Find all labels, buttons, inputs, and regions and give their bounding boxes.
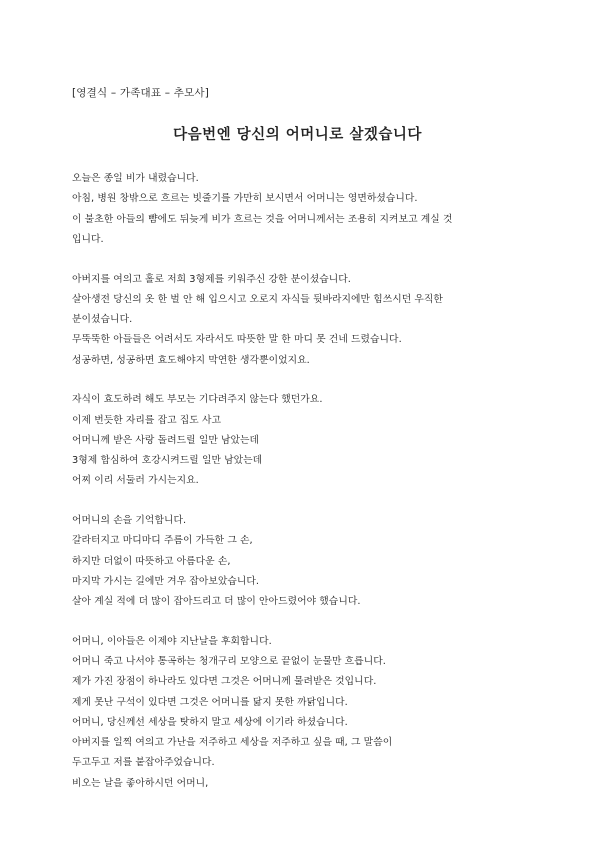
text-line: 살아생전 당신의 옷 한 벌 안 해 입으시고 오로지 자식들 뒷바라지에만 힘쓰시던 우직한	[72, 293, 443, 305]
text-line: 마지막 가시는 길에만 겨우 잡아보았습니다.	[72, 575, 260, 587]
text-line: 이 불초한 아들의 뺨에도 뒤늦게 비가 흐르는 것을 어머니께서는 조용히 지켜보고 계실 것	[72, 213, 453, 225]
text-line: 제가 가진 장점이 하나라도 있다면 그것은 어머니께 물려받은 것입니다.	[72, 676, 377, 688]
text-line: 아버지를 여의고 홀로 저희 3형제를 키워주신 강한 분이셨습니다.	[72, 273, 351, 285]
text-line: 갈라터지고 마디마디 주름이 가득한 그 손,	[72, 535, 253, 547]
text-line: 비오는 날을 좋아하시던 어머니,	[72, 777, 209, 789]
text-line: 입니다.	[72, 233, 104, 245]
document-title: 다음번엔 당신의 어머니로 살겠습니다	[173, 127, 422, 143]
text-line: 어머니, 이아들은 이제야 지난날을 후회합니다.	[72, 635, 272, 647]
text-line: 살아 계실 적에 더 많이 잡아드리고 더 많이 안아드렸어야 했습니다.	[72, 596, 361, 607]
document-header: [영결식 – 가족대표 – 추모사]	[72, 87, 210, 99]
text-line: 분이셨습니다.	[72, 314, 133, 325]
text-line: 하지만 더없이 따뜻하고 아름다운 손,	[72, 555, 231, 567]
text-line: 자식이 효도하려 해도 부모는 기다려주지 않는다 했던가요.	[72, 394, 323, 406]
text-line: 어머니, 당신께선 세상을 탓하지 말고 세상에 이기라 하셨습니다.	[72, 716, 348, 728]
paragraph	[72, 390, 532, 491]
text-line: 어머니의 손을 기억합니다.	[72, 515, 187, 526]
document-body	[72, 169, 532, 813]
text-line: 제게 못난 구석이 있다면 그것은 어머니를 닮지 못한 까닭입니다.	[72, 696, 348, 708]
text-line: 무뚝뚝한 아들들은 어려서도 자라서도 따뜻한 말 한 마디 못 건네 드렸습니다.	[72, 334, 402, 346]
paragraph	[72, 169, 532, 250]
text-line: 아버지를 일찍 여의고 가난을 저주하고 세상을 저주하고 싶을 때, 그 말씀이	[72, 737, 393, 748]
paragraph	[72, 632, 532, 794]
text-line: 3형제 합심하여 호강시켜드릴 일만 남았는데	[72, 455, 263, 466]
text-line: 어찌 이리 서둘러 가시는지요.	[72, 475, 199, 487]
text-line: 어머니께 받은 사랑 돌려드릴 일만 남았는데	[72, 434, 260, 446]
paragraph	[72, 270, 532, 371]
text-line: 성공하면, 성공하면 효도해야지 막연한 생각뿐이었지요.	[72, 354, 310, 366]
text-line: 오늘은 종일 비가 내렸습니다.	[72, 173, 199, 184]
text-line: 아침, 병원 창밖으로 흐르는 빗줄기를 가만히 보시면서 어머니는 영면하셨습니다.	[72, 193, 418, 205]
text-line: 두고두고 저를 붙잡아주었습니다.	[72, 757, 215, 769]
text-line: 이제 번듯한 자리를 잡고 집도 사고	[72, 414, 222, 426]
text-line: 어머니 죽고 나서야 통곡하는 청개구리 모양으로 끝없이 눈물만 흐릅니다.	[72, 656, 386, 667]
paragraph	[72, 511, 532, 612]
